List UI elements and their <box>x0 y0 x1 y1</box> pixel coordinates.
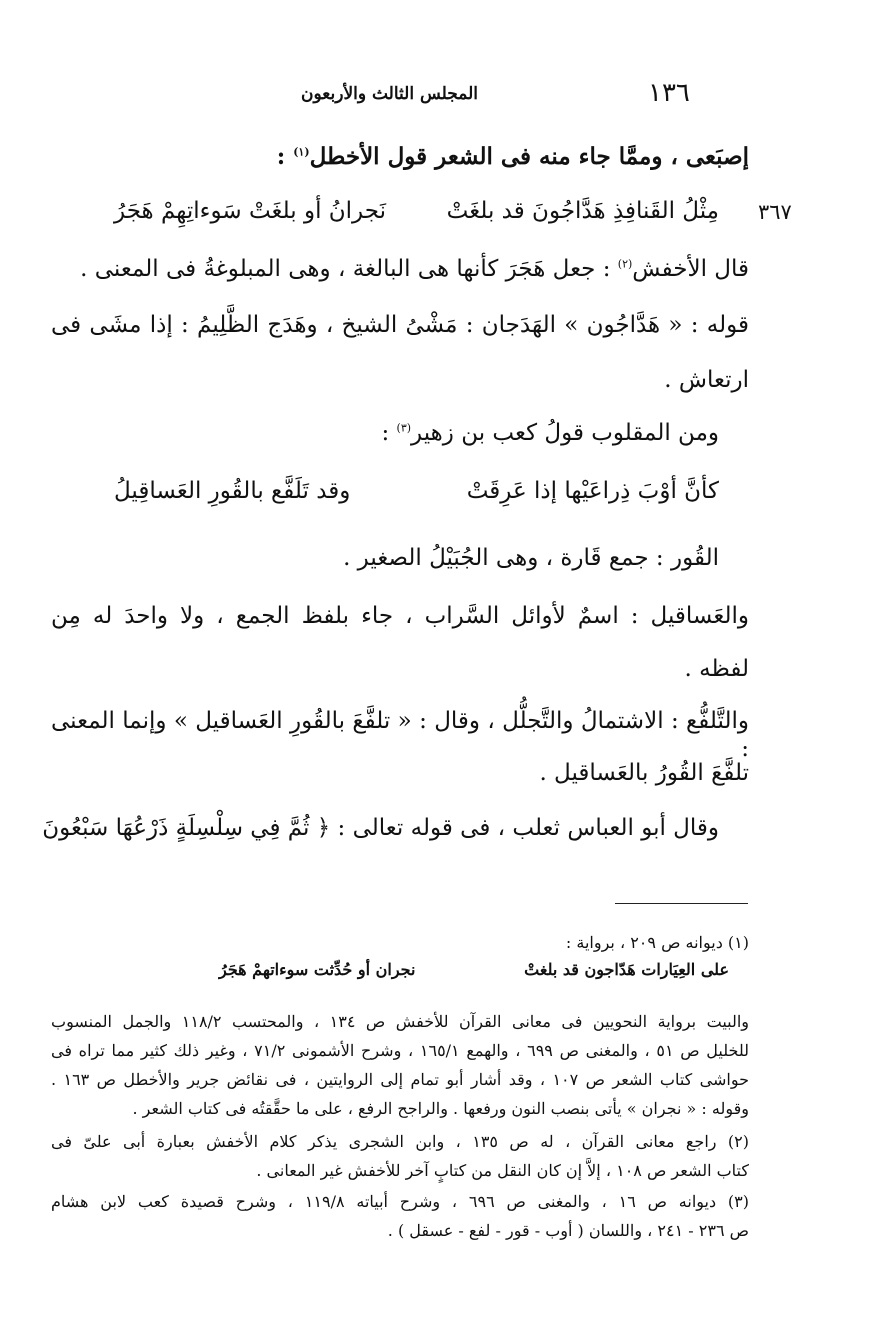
footnote-3-line-1: (٣) ديوانه ص ١٦ ، والمغنى ص ٦٩٦ ، وشرح أبياته ١١٩/٨ ، وشرح قصيدة كعب لابن هشام <box>51 1192 750 1211</box>
footnote-ref-2: (٢) <box>617 257 633 271</box>
footnote-1: (١) ديوانه ص ٢٠٩ ، برواية : <box>565 933 749 952</box>
body-line-3 <box>80 256 749 284</box>
footnote-1-verse-second: نجران أو حُدِّثت سوءاتهمْ هَجَرُ <box>219 960 416 979</box>
footnote-2-line-2: كتاب الشعر ص ١٠٨ ، إلاَّ إن كان النقل من كتابٍ آخر للأخفش غير المعانى . <box>256 1161 749 1180</box>
body-line-10: لفظه . <box>684 656 749 682</box>
body-line-12: تلفَّعَ القُورُ بالعَساقيل . <box>539 760 749 786</box>
body-line-1-end: : <box>276 143 294 170</box>
verse-2-second-hemistich: وقد تَلَفَّع بالقُورِ العَساقِيلُ <box>114 478 351 504</box>
verse-1-first-hemistich: مِثْلُ القَنافِذِ هَدَّاجُونَ قد بلغَتْ <box>446 198 719 224</box>
footnote-divider <box>615 903 748 904</box>
body-line-6-a: ومن المقلوب قولُ كعب بن زهير <box>411 420 719 446</box>
body-line-8: القُور : جمع قَارة ، وهى الجُبَيْلُ الصغير . <box>343 545 719 571</box>
verse-2 <box>114 478 719 506</box>
verse-2-first-hemistich: كأنَّ أوْبَ ذِراعَيْها إذا عَرِقَتْ <box>466 478 719 504</box>
footnote-1-verse <box>219 960 729 979</box>
running-title: المجلس الثالث والأربعون <box>301 84 478 104</box>
body-line-13: وقال أبو العباس ثعلب ، فى قوله تعالى : ﴿ ثُمَّ فِي سِلْسِلَةٍ ذَرْعُهَا سَبْعُونَ <box>42 815 719 841</box>
body-line-5: ارتعاش . <box>664 367 749 393</box>
page-number: ١٣٦ <box>648 78 690 108</box>
body-line-4: قوله : « هَدَّاجُون » الهَدَجان : مَشْىُ الشيخ ، وهَدَج الظَّلِيمُ : إذا مشَى فى <box>51 312 749 338</box>
footnote-2-line-1: (٢) راجع معانى القرآن ، له ص ١٣٥ ، وابن الشجرى يذكر كلام الأخفش بعبارة أبى علىّ فى <box>51 1132 749 1151</box>
footnote-1-verse-first: على العِيَارات هَدّاجون قد بلغتْ <box>524 960 729 979</box>
body-line-9: والعَساقيل : اسمٌ لأوائل السَّراب ، جاء بلفظ الجمع ، ولا واحدَ له مِن <box>51 603 749 629</box>
body-line-3-b: : جعل هَجَرَ كأنها هى البالغة ، وهى المبلوغةُ فى المعنى . <box>80 256 618 282</box>
footnote-1-line-1: والبيت برواية النحويين فى معانى القرآن للأخفش ص ١٣٤ ، والمحتسب ١١٨/٢ والجمل المنسوب <box>51 1012 750 1031</box>
verse-1-second-hemistich: نَجرانُ أو بلغَتْ سَوءاتِهِمْ هَجَرُ <box>114 198 386 224</box>
body-line-6 <box>381 420 719 448</box>
footnote-1-line-4: وقوله : « نجران » يأتى بنصب النون ورفعها . والراجح الرفع ، على ما حقَّقتُه فى كتاب الشعر . <box>132 1099 749 1118</box>
verse-1 <box>114 198 719 226</box>
body-line-11: والتَّلفُّع : الاشتمالُ والتَّجلُّل ، وقال : « تلفَّعَ بالقُورِ العَساقيل » وإنما المعنى : <box>51 708 749 762</box>
body-line-1-text: إصبَعى ، وممَّا جاء منه فى الشعر قول الأخطل <box>309 143 749 170</box>
footnote-ref-1: (١) <box>293 145 310 159</box>
footnote-3-line-2: ص ٢٣٦ - ٢٤١ ، واللسان ( أوب - قور - لفع - عسقل ) . <box>387 1221 749 1240</box>
footnote-ref-3: (٣) <box>396 421 412 435</box>
margin-number: ٣٦٧ <box>758 200 792 224</box>
body-line-6-b: : <box>381 420 397 446</box>
body-line-1 <box>277 143 749 171</box>
footnote-1-line-3: حواشى كتاب الشعر ص ١٠٧ ، وقد أشار أبو تمام إلى الروايتين ، فى نقائض جرير والأخطل ص ١٦٣ . <box>51 1070 750 1089</box>
footnote-1-line-2: للخليل ص ٥١ ، والمغنى ص ٦٩٩ ، والهمع ١٦٥/١ ، وشرح الأشمونى ٧١/٢ ، وغير ذلك كثير مما تراه فى <box>51 1041 750 1060</box>
body-line-3-a: قال الأخفش <box>632 256 749 282</box>
